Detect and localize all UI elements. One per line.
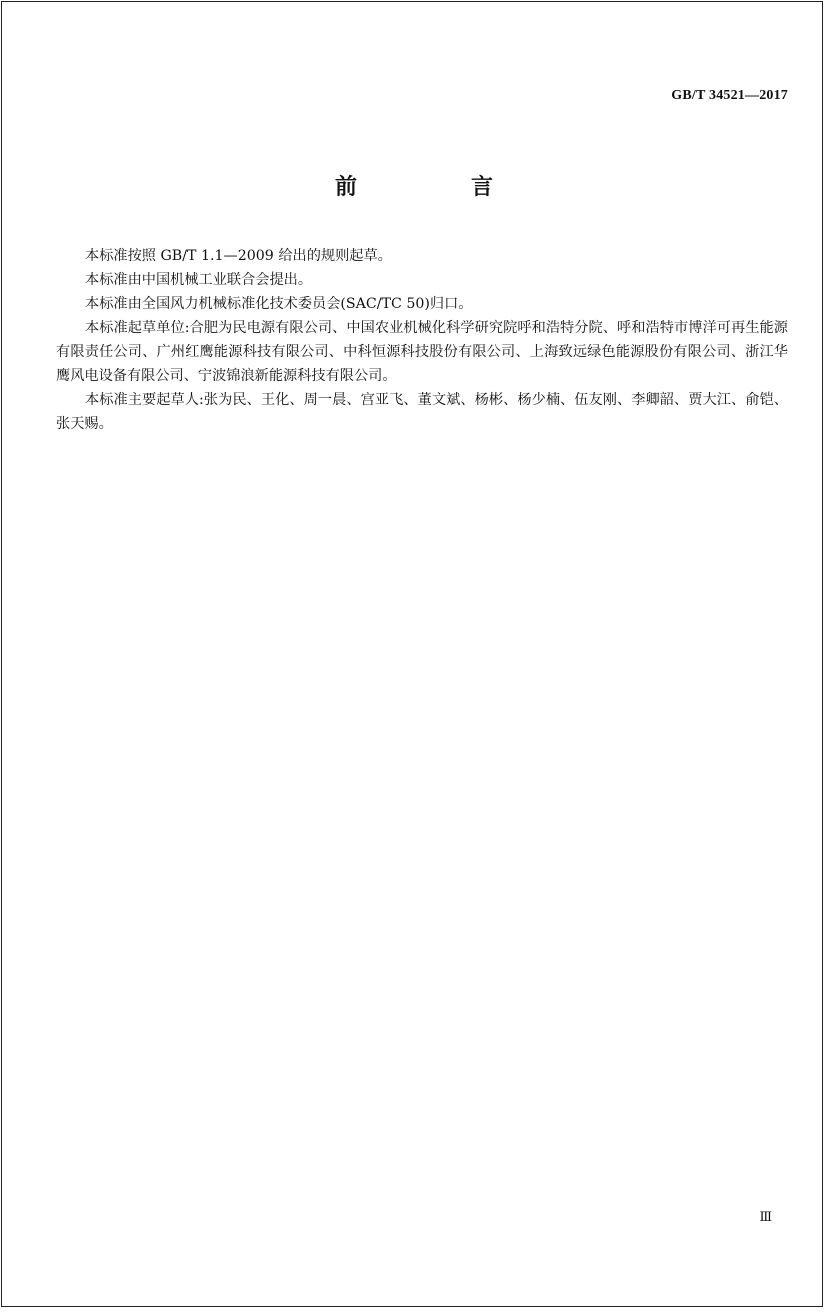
page-title: 前 言 <box>334 175 539 200</box>
paragraph-proposer: 本标准由中国机械工业联合会提出。 <box>85 272 313 288</box>
paragraph-drafters: 本标准主要起草人:张为民、王化、周一晨、宫亚飞、董文斌、杨彬、杨少楠、伍友刚、李卿韶、贾大江、俞铠、张天赐。 <box>56 392 788 432</box>
paragraph-centralized: 本标准由全国风力机械标准化技术委员会(SAC/TC 50)归口。 <box>85 296 473 312</box>
standard-code: GB/T 34521—2017 <box>671 88 788 103</box>
paragraph-drafting-units: 本标准起草单位:合肥为民电源有限公司、中国农业机械化科学研究院呼和浩特分院、呼和浩特市博洋可再生能源有限责任公司、广州红鹰能源科技有限公司、中科恒源科技股份有限公司、上海致远绿色能源股份有限公司、浙江华鹰风电设备有限公司、宁波锦浪新能源科技有限公司。 <box>56 320 788 384</box>
foreword-body <box>56 244 788 436</box>
page-number: Ⅲ <box>759 1209 772 1224</box>
paragraph-drafting-rules: 本标准按照 GB/T 1.1—2009 给出的规则起草。 <box>85 248 392 264</box>
